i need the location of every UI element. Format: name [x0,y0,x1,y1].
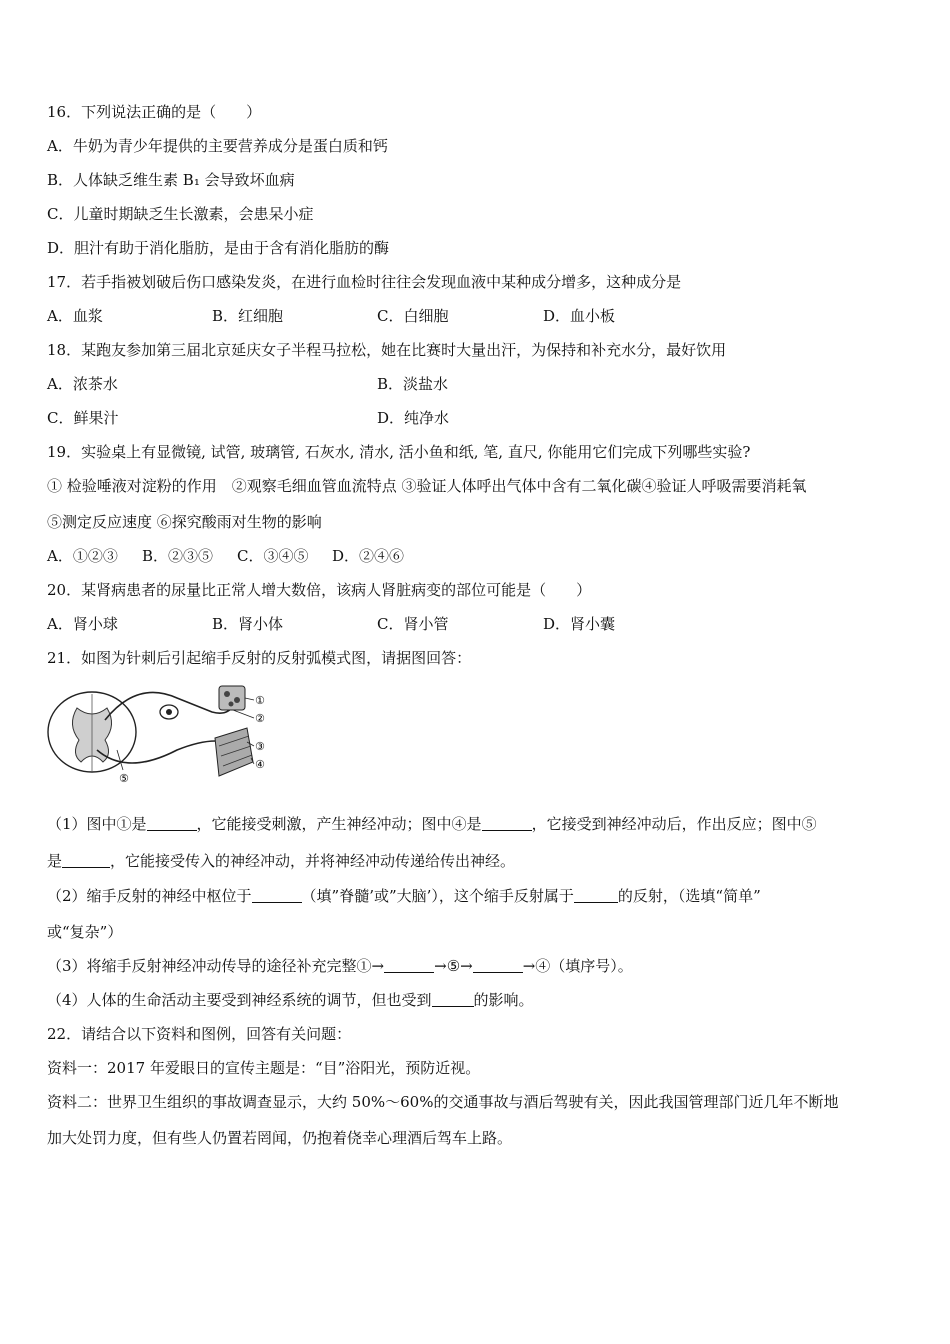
q18-option-a: A．浓茶水 [47,375,118,393]
label-3: ③ [255,740,265,753]
label-4: ④ [255,758,265,771]
q18-stem: 18．某跑友参加第三届北京延庆女子半程马拉松，她在比赛时大量出汗，为保持和补充水分，最好饮用 [47,341,727,359]
q21-part4 [47,990,534,1010]
q19-option-b: B．②③⑤ [142,547,214,565]
q16-option-b: B．人体缺乏维生素 B₁ 会导致坏血病 [47,171,295,189]
q21-part1-line1 [47,814,817,834]
q21-p1-text-e: ，它能接受传入的神经冲动，并将神经冲动传递给传出神经。 [110,852,516,870]
q19-items-1: ① 检验唾液对淀粉的作用 ②观察毛细血管血流特点 ③验证人体呼出气体中含有二氧化碳④验证人呼吸需要消耗氧 [47,477,807,495]
q21-part1-line2 [47,851,515,871]
q21-blank-5[interactable] [574,888,618,903]
q16-option-a: A．牛奶为青少年提供的主要营养成分是蛋白质和钙 [47,137,388,155]
q21-p2-text-c: 的反射，（选填“简单” [617,887,761,905]
q21-p1-text-c: ，它接受到神经冲动后，作出反应；图中⑤ [531,815,817,833]
label-1: ① [255,694,265,707]
q21-p1-text-d: 是 [47,852,63,870]
q21-p1-text-b: ，它能接受刺激，产生神经冲动；图中④是 [196,815,482,833]
q20-option-a: A．肾小球 [47,615,118,633]
q21-blank-1[interactable] [147,816,197,831]
q18-option-d: D．纯净水 [377,409,450,427]
q21-p2-text-b: （填”脊髓’或”大脑’），这个缩手反射属于 [301,887,574,905]
q18-option-b: B．淡盐水 [377,375,449,393]
leader-2 [233,710,254,718]
q21-blank-8[interactable] [432,992,474,1007]
q19-option-a: A．①②③ [47,547,118,565]
q21-p4-text-a: （4）人体的生命活动主要受到神经系统的调节，但也受到 [47,991,432,1009]
leader-1 [245,698,254,700]
q16-stem: 16．下列说法正确的是（ ） [47,103,262,121]
q17-option-a: A．血浆 [47,307,103,325]
q20-stem: 20．某肾病患者的尿量比正常人增大数倍，该病人肾脏病变的部位可能是（ ） [47,581,592,599]
q21-p2-text-a: （2）缩手反射的神经中枢位于 [47,887,252,905]
q19-option-d: D．②④⑥ [332,547,405,565]
q17-option-d: D．血小板 [543,307,616,325]
q22-stem: 22．请结合以下资料和图例，回答有关问题： [47,1025,352,1043]
q19-option-c: C．③④⑤ [237,547,309,565]
q18-option-c: C．鲜果汁 [47,409,119,427]
q21-p3-text-a: （3）将缩手反射神经冲动传导的途径补充完整①→ [47,957,385,975]
q21-p4-text-b: 的影响。 [473,991,534,1009]
receptor-dot-3 [229,702,234,707]
q19-stem: 19．实验桌上有显微镜, 试管, 玻璃管, 石灰水, 清水, 活小鱼和纸, 笔, 直尺, 你能用它们完成下列哪些实验? [47,443,751,461]
q19-items-2: ⑤测定反应速度 ⑥探究酸雨对生物的影响 [47,513,322,531]
q21-blank-6[interactable] [384,958,434,973]
q21-stem: 21．如图为针刺后引起缩手反射的反射弧模式图，请据图回答： [47,649,472,667]
q21-blank-7[interactable] [473,958,523,973]
q17-option-c: C．白细胞 [377,307,449,325]
q16-option-c: C．儿童时期缺乏生长激素，会患呆小症 [47,205,314,223]
q22-material-2-line2: 加大处罚力度，但有些人仍置若罔闻，仍抱着侥幸心理酒后驾车上路。 [47,1129,513,1147]
q21-p1-text-a: （1）图中①是 [47,815,147,833]
reflex-arc-diagram [47,680,287,790]
q21-part2-line1 [47,886,761,906]
q20-option-d: D．肾小囊 [543,615,616,633]
label-2: ② [255,712,265,725]
q17-option-b: B．红细胞 [212,307,284,325]
q21-part3 [47,956,633,976]
q21-p3-text-c: →④（填序号）。 [522,957,633,975]
receptor-skin [219,686,245,710]
q21-blank-4[interactable] [252,888,302,903]
q16-option-d: D．胆汁有助于消化脂肪，是由于含有消化脂肪的酶 [47,239,390,257]
label-5: ⑤ [119,772,129,785]
q20-option-b: B．肾小体 [212,615,284,633]
q20-option-c: C．肾小管 [377,615,449,633]
q21-blank-2[interactable] [482,816,532,831]
q21-p3-text-b: →⑤→ [434,957,473,975]
ganglion-nucleus [166,709,172,715]
q22-material-1: 资料一：2017 年爱眼日的宣传主题是：“目”浴阳光，预防近视。 [47,1059,481,1077]
receptor-dot-1 [224,691,230,697]
q22-material-2-line1: 资料二：世界卫生组织的事故调查显示，大约 50%～60%的交通事故与酒后驾驶有关，因此我国管理部门近几年不断地 [47,1093,839,1111]
receptor-dot-2 [234,697,240,703]
q21-part2-line2: 或“复杂”） [47,923,123,941]
q17-stem: 17．若手指被划破后伤口感染发炎，在进行血检时往往会发现血液中某种成分增多，这种成分是 [47,273,682,291]
q21-blank-3[interactable] [62,853,110,868]
